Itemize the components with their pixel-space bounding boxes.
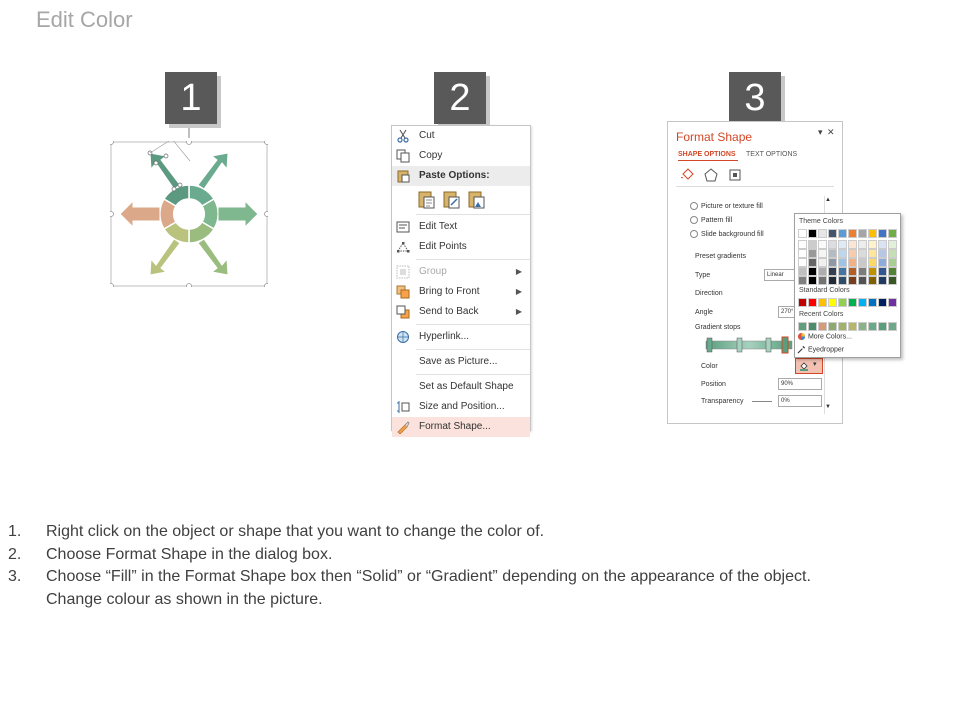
standard-color-swatch[interactable]: [878, 298, 887, 307]
theme-color-swatch[interactable]: [818, 258, 827, 267]
theme-color-swatch[interactable]: [848, 276, 857, 285]
step-badge-2: 2: [434, 72, 486, 124]
arrow-cycle-diagram[interactable]: [110, 141, 268, 287]
theme-color-swatch[interactable]: [808, 229, 817, 238]
menu-item-cut[interactable]: [392, 126, 530, 146]
theme-color-swatch[interactable]: [888, 258, 897, 267]
option-label: Picture or texture fill: [701, 202, 763, 210]
type-label: Type: [695, 272, 711, 279]
pane-title: Format Shape: [676, 130, 753, 144]
recent-color-swatch[interactable]: [848, 322, 857, 331]
theme-color-swatch[interactable]: [828, 229, 837, 238]
context-menu: [391, 125, 531, 431]
theme-color-swatch[interactable]: [838, 258, 847, 267]
option-pattern-fill[interactable]: [690, 216, 732, 224]
theme-color-swatch[interactable]: [858, 249, 867, 258]
edit-text-icon: [396, 220, 410, 234]
theme-color-swatch[interactable]: [888, 276, 897, 285]
menu-item-size-and-position[interactable]: [392, 397, 530, 417]
menu-label: Bring to Front: [419, 286, 480, 297]
menu-item-group[interactable]: [392, 262, 530, 282]
chevron-down-icon: ▾: [813, 361, 817, 368]
step-text: Right click on the object or shape that you want to change the color of.: [46, 523, 545, 540]
paste-keep-formatting-icon[interactable]: [418, 189, 436, 209]
group-icon: [396, 265, 410, 279]
paste-icon: [396, 169, 410, 183]
theme-color-swatch[interactable]: [868, 240, 877, 249]
more-colors-item[interactable]: [797, 332, 852, 341]
color-button[interactable]: [795, 358, 823, 374]
theme-color-swatch[interactable]: [798, 229, 807, 238]
eyedropper-item[interactable]: [797, 345, 844, 354]
color-picker-dropdown: [794, 213, 901, 358]
transparency-label: Transparency: [701, 398, 744, 405]
option-slide-background-fill[interactable]: [690, 230, 764, 238]
edit-points-icon: [396, 240, 410, 254]
theme-color-swatch[interactable]: [868, 249, 877, 258]
theme-color-swatch[interactable]: [878, 258, 887, 267]
direction-label: Direction: [695, 290, 723, 297]
position-spinner[interactable]: 90%: [778, 378, 822, 390]
menu-item-format-shape[interactable]: [392, 417, 530, 437]
submenu-arrow-icon: ▶: [515, 287, 522, 296]
theme-color-swatch[interactable]: [808, 240, 817, 249]
theme-color-swatch[interactable]: [878, 240, 887, 249]
recent-color-swatch[interactable]: [798, 322, 807, 331]
menu-label: Send to Back: [419, 306, 479, 317]
size-properties-icon[interactable]: [728, 168, 742, 182]
position-label: Position: [701, 381, 726, 388]
theme-color-swatch[interactable]: [808, 258, 817, 267]
color-wheel-icon: [797, 332, 806, 341]
option-label: Pattern fill: [701, 216, 733, 224]
scroll-down-icon[interactable]: ▼: [825, 404, 831, 410]
hyperlink-icon: [396, 330, 410, 344]
theme-color-swatch[interactable]: [868, 276, 877, 285]
theme-color-swatch[interactable]: [848, 267, 857, 276]
list-item: [8, 544, 948, 567]
submenu-arrow-icon: ▶: [515, 267, 522, 276]
theme-color-swatch[interactable]: [828, 249, 837, 258]
theme-color-swatch[interactable]: [818, 267, 827, 276]
menu-item-send-to-back[interactable]: [392, 302, 530, 322]
menu-label: Hyperlink...: [419, 331, 470, 342]
recent-color-swatch[interactable]: [868, 322, 877, 331]
option-picture-texture-fill[interactable]: [690, 202, 763, 210]
preset-gradients-label: Preset gradients: [695, 253, 746, 260]
close-icon[interactable]: ✕: [827, 127, 835, 137]
theme-color-swatch[interactable]: [798, 258, 807, 267]
recent-color-swatch[interactable]: [878, 322, 887, 331]
paste-destination-theme-icon[interactable]: [443, 189, 461, 209]
menu-item-edit-text[interactable]: [392, 217, 530, 237]
menu-label: Edit Text: [419, 221, 458, 232]
theme-color-swatch[interactable]: [808, 249, 817, 258]
transparency-slider[interactable]: [752, 401, 772, 402]
menu-label: Edit Points: [419, 241, 467, 252]
pane-options-dropdown-icon[interactable]: ▾: [818, 127, 823, 137]
ring: [160, 185, 218, 243]
menu-item-save-as-picture[interactable]: [392, 352, 530, 372]
theme-color-swatch[interactable]: [808, 267, 817, 276]
theme-colors-label: Theme Colors: [799, 218, 843, 225]
format-shape-icon: [396, 420, 410, 434]
type-dropdown[interactable]: Linear: [764, 269, 796, 281]
standard-color-swatch[interactable]: [818, 298, 827, 307]
theme-color-swatch[interactable]: [798, 267, 807, 276]
theme-color-swatch[interactable]: [878, 249, 887, 258]
theme-color-swatch[interactable]: [828, 240, 837, 249]
theme-color-swatch[interactable]: [838, 240, 847, 249]
menu-item-bring-to-front[interactable]: [392, 282, 530, 302]
recent-colors-label: Recent Colors: [799, 311, 844, 318]
list-item: [8, 589, 948, 612]
theme-color-swatch[interactable]: [848, 229, 857, 238]
slide-title: Edit Color: [36, 7, 133, 32]
theme-color-swatch[interactable]: [818, 229, 827, 238]
standard-color-swatch[interactable]: [888, 298, 897, 307]
menu-label: Format Shape...: [419, 421, 491, 432]
standard-color-swatch[interactable]: [838, 298, 847, 307]
transparency-spinner[interactable]: 0%: [778, 395, 822, 407]
tab-shape-options[interactable]: SHAPE OPTIONS: [678, 151, 736, 158]
theme-color-swatch[interactable]: [888, 240, 897, 249]
theme-color-swatch[interactable]: [818, 276, 827, 285]
recent-color-swatch[interactable]: [818, 322, 827, 331]
bring-to-front-icon: [396, 285, 410, 299]
standard-color-swatch[interactable]: [848, 298, 857, 307]
theme-color-swatch[interactable]: [848, 258, 857, 267]
theme-color-swatch[interactable]: [818, 240, 827, 249]
gradient-stops-label: Gradient stops: [695, 324, 741, 331]
theme-color-swatch[interactable]: [888, 267, 897, 276]
menu-label: Set as Default Shape: [419, 381, 514, 392]
standard-color-swatch[interactable]: [828, 298, 837, 307]
menu-header-paste-options: [392, 166, 530, 186]
theme-color-swatch[interactable]: [828, 276, 837, 285]
theme-color-swatch[interactable]: [878, 229, 887, 238]
list-item: [8, 566, 948, 589]
menu-label: Cut: [419, 130, 435, 141]
step-text: Choose “Fill” in the Format Shape box then “Solid” or “Gradient” depending on the appearance of the object.: [46, 568, 811, 585]
theme-color-swatch[interactable]: [888, 229, 897, 238]
recent-color-swatch[interactable]: [858, 322, 867, 331]
arrows: [120, 153, 258, 275]
theme-color-swatch[interactable]: [838, 267, 847, 276]
theme-color-swatch[interactable]: [868, 229, 877, 238]
menu-item-edit-points[interactable]: [392, 237, 530, 257]
color-label: Color: [701, 363, 718, 370]
menu-label: Copy: [419, 150, 443, 161]
theme-color-swatch[interactable]: [888, 249, 897, 258]
theme-color-swatch[interactable]: [848, 249, 857, 258]
theme-color-swatch[interactable]: [878, 267, 887, 276]
theme-color-swatch[interactable]: [808, 276, 817, 285]
standard-color-swatch[interactable]: [808, 298, 817, 307]
step-text: Change colour as shown in the picture.: [46, 590, 323, 608]
theme-color-swatch[interactable]: [828, 258, 837, 267]
gradient-stops-slider[interactable]: [704, 334, 794, 356]
recent-color-swatch[interactable]: [828, 322, 837, 331]
eyedropper-icon: [797, 345, 806, 354]
submenu-arrow-icon: ▶: [515, 307, 522, 316]
theme-color-swatch[interactable]: [798, 276, 807, 285]
step-number: 3.: [8, 568, 22, 585]
fill-bucket-icon: [799, 361, 809, 371]
list-item: [8, 521, 948, 544]
paste-options-row: [392, 186, 530, 212]
paste-picture-icon[interactable]: [468, 189, 486, 209]
send-to-back-icon: [396, 305, 410, 319]
standard-color-swatch[interactable]: [858, 298, 867, 307]
theme-color-swatch[interactable]: [838, 276, 847, 285]
angle-label: Angle: [695, 309, 713, 316]
standard-color-swatch[interactable]: [798, 298, 807, 307]
menu-label: Save as Picture...: [419, 356, 498, 367]
recent-color-swatch[interactable]: [838, 322, 847, 331]
more-colors-label: More Colors...: [807, 333, 852, 341]
size-position-icon: [396, 400, 410, 414]
eyedropper-label: Eyedropper: [807, 346, 845, 354]
step-number: 1.: [8, 523, 22, 540]
theme-color-swatch[interactable]: [828, 267, 837, 276]
instruction-list: [8, 521, 948, 611]
effects-icon[interactable]: [704, 168, 718, 182]
option-label: Slide background fill: [701, 230, 764, 238]
menu-item-hyperlink[interactable]: [392, 327, 530, 347]
theme-color-swatch[interactable]: [858, 276, 867, 285]
step-badge-1: 1: [165, 72, 217, 124]
step-text: Choose Format Shape in the dialog box.: [46, 545, 333, 563]
theme-color-swatch[interactable]: [858, 240, 867, 249]
standard-colors-label: Standard Colors: [799, 287, 850, 294]
theme-color-swatch[interactable]: [838, 249, 847, 258]
theme-color-swatch[interactable]: [858, 229, 867, 238]
theme-color-swatch[interactable]: [818, 249, 827, 258]
copy-icon: [396, 149, 410, 163]
menu-item-set-as-default-shape[interactable]: [392, 377, 530, 397]
theme-color-swatch[interactable]: [878, 276, 887, 285]
standard-color-swatch[interactable]: [868, 298, 877, 307]
theme-color-swatch[interactable]: [868, 267, 877, 276]
recent-color-swatch[interactable]: [808, 322, 817, 331]
fill-line-icon[interactable]: [680, 168, 694, 182]
menu-label: Group: [419, 266, 447, 277]
theme-color-swatch[interactable]: [858, 267, 867, 276]
theme-color-swatch[interactable]: [848, 240, 857, 249]
tab-text-options[interactable]: TEXT OPTIONS: [746, 151, 798, 158]
scroll-up-icon[interactable]: ▲: [825, 197, 831, 203]
scissors-icon: [396, 129, 410, 143]
step-badge-3: 3: [729, 72, 781, 124]
menu-item-copy[interactable]: [392, 146, 530, 166]
recent-color-swatch[interactable]: [888, 322, 897, 331]
menu-label: Paste Options:: [419, 170, 490, 181]
menu-label: Size and Position...: [419, 401, 505, 412]
theme-color-swatch[interactable]: [838, 229, 847, 238]
theme-color-swatch[interactable]: [798, 240, 807, 249]
angle-field[interactable]: 270°: [778, 306, 796, 318]
theme-color-swatch[interactable]: [868, 258, 877, 267]
theme-color-swatch[interactable]: [798, 249, 807, 258]
theme-color-swatch[interactable]: [858, 258, 867, 267]
step-number: 2.: [8, 545, 22, 563]
